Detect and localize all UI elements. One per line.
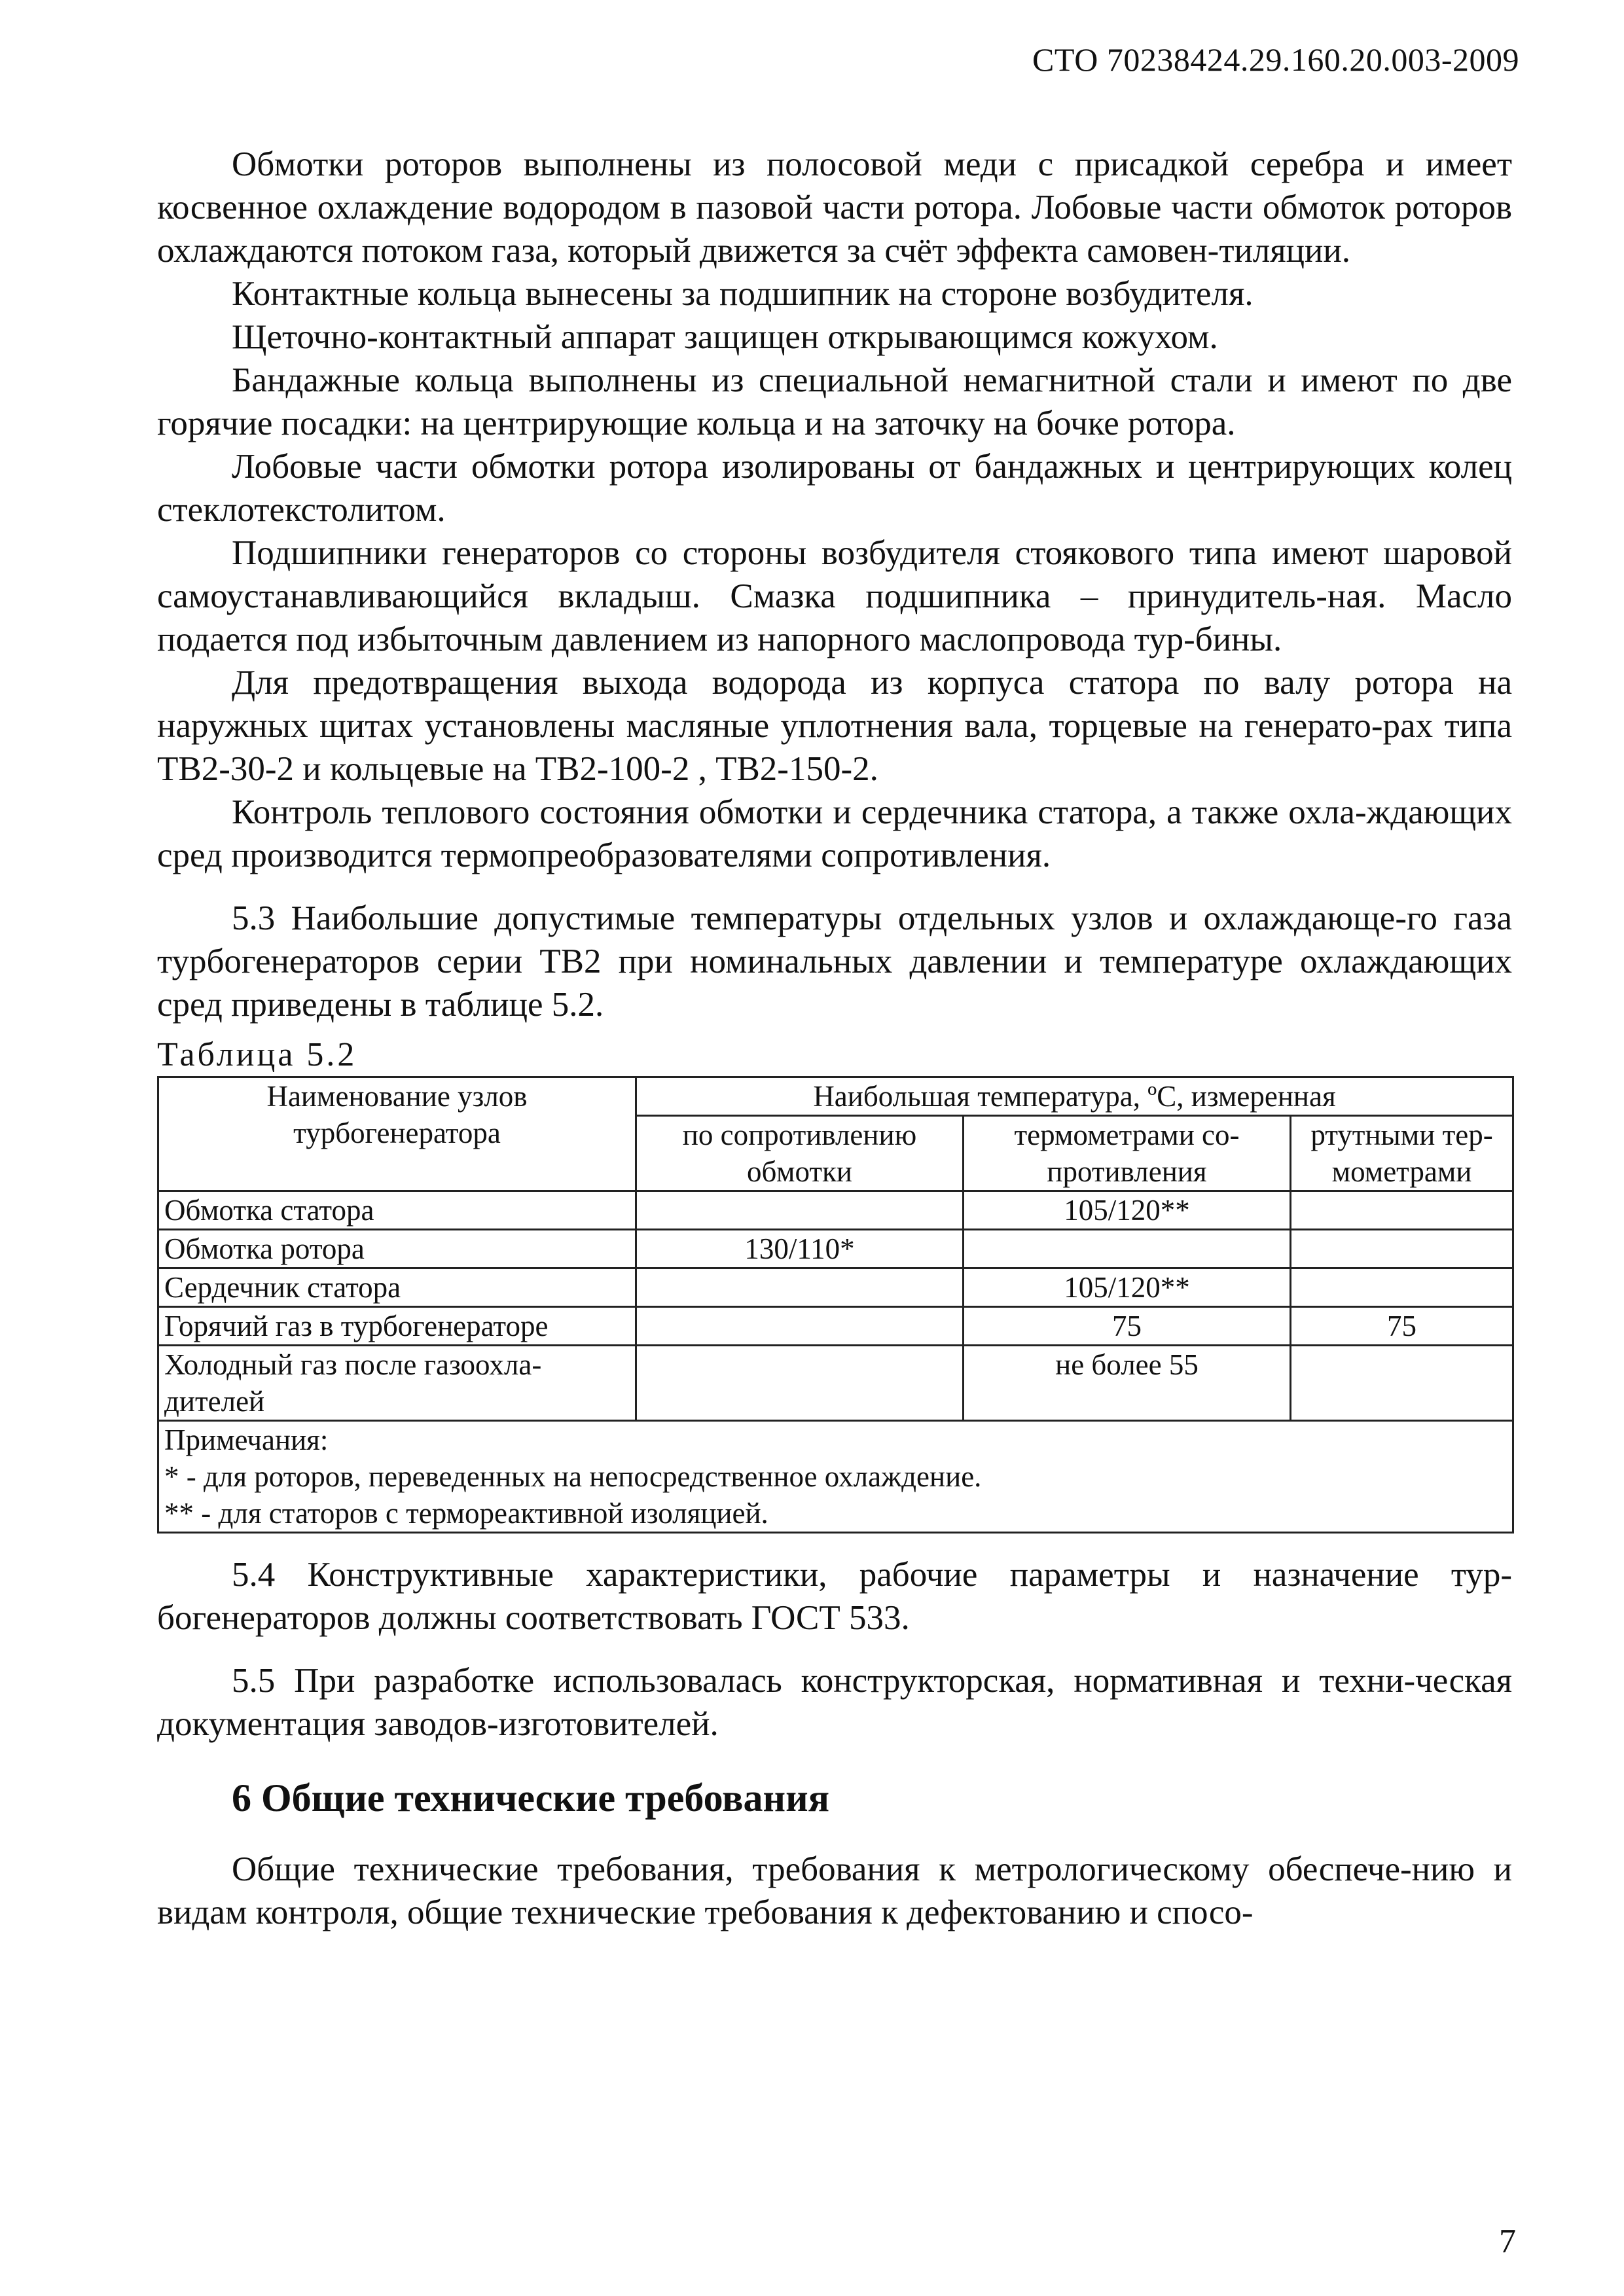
paragraph-5-5: 5.5 При разработке использовалась конструкторская, нормативная и техни-ческая документация заводов-изготовителей. (157, 1662, 1512, 1743)
paragraph-contact-rings: Контактные кольца вынесены за подшипник на стороне возбудителя. (232, 275, 1254, 313)
cell-winding-resistance (636, 1307, 964, 1346)
paragraph-bearings: Подшипники генераторов со стороны возбудителя стоякового типа имеют шаровой самоустанавливающийся вкладыш. Смазка подшипника – принудитель-ная. Масло подается под избыточным давлением из напорного маслопровода тур-бины. (157, 534, 1512, 658)
cell-mercury-thermometers (1291, 1268, 1513, 1307)
header-node-name: Наименование узлов турбогенератора (158, 1077, 636, 1191)
page-number: 7 (1499, 2223, 1516, 2260)
table-row (158, 1346, 1513, 1421)
temperature-table (157, 1076, 1514, 1534)
paragraph-hydrogen-seals: Для предотвращения выхода водорода из корпуса статора по валу ротора на наружных щитах установлены масляные уплотнения вала, торцевые на генерато-рах типа ТВ2-30-2 и кольцевые на ТВ2-100-2 , ТВ2-150-2. (157, 664, 1512, 788)
cell-resistance-thermometers: 105/120** (964, 1268, 1291, 1307)
row-name: Обмотка статора (158, 1191, 636, 1230)
cell-winding-resistance: 130/110* (636, 1230, 964, 1268)
note-rotors: * - для роторов, переведенных на непосредственное охлаждение. (164, 1460, 982, 1493)
paragraph-5-3: 5.3 Наибольшие допустимые температуры отдельных узлов и охлаждающе-го газа турбогенераторов серии ТВ2 при номинальных давлении и температуре охлаждающих сред приведены в таблице 5.2. (157, 899, 1512, 1024)
cell-mercury-thermometers: 75 (1291, 1307, 1513, 1346)
table-row (158, 1191, 1513, 1230)
paragraph-bandage-rings: Бандажные кольца выполнены из специальной немагнитной стали и имеют по две горячие посадки: на центрирующие кольца и на заточку на бочке ротора. (157, 361, 1512, 442)
table-notes (158, 1421, 1513, 1533)
subheader-mercury-thermometers: ртутными тер-мометрами (1291, 1116, 1513, 1191)
table-notes-row (158, 1421, 1513, 1533)
table-row (158, 1230, 1513, 1268)
document-code: СТО 70238424.29.160.20.003-2009 (1032, 41, 1519, 78)
notes-title: Примечания: (164, 1424, 329, 1456)
table-row (158, 1307, 1513, 1346)
subheader-winding-resistance: по сопротивлению обмотки (636, 1116, 964, 1191)
row-name: Обмотка ротора (158, 1230, 636, 1268)
page-content (157, 143, 1512, 1934)
table-row (158, 1268, 1513, 1307)
table-caption: Таблица 5.2 (157, 1036, 357, 1073)
cell-resistance-thermometers: не более 55 (964, 1346, 1291, 1421)
subheader-resistance-thermometers: термометрами со-противления (964, 1116, 1291, 1191)
row-name: Холодный газ после газоохла-дителей (158, 1346, 636, 1421)
cell-mercury-thermometers (1291, 1230, 1513, 1268)
paragraph-thermal-control: Контроль теплового состояния обмотки и сердечника статора, а также охла-ждающих сред производится термопреобразователями сопротивления. (157, 793, 1512, 874)
paragraph-5-4: 5.4 Конструктивные характеристики, рабочие параметры и назначение тур-богенераторов должны соответствовать ГОСТ 533. (157, 1556, 1512, 1637)
cell-mercury-thermometers (1291, 1191, 1513, 1230)
section-6-heading: 6 Общие технические требования (232, 1776, 830, 1820)
cell-mercury-thermometers (1291, 1346, 1513, 1421)
table-header-row (158, 1077, 1513, 1116)
paragraph-brush-apparatus: Щеточно-контактный аппарат защищен открывающимся кожухом. (232, 318, 1218, 356)
cell-winding-resistance (636, 1346, 964, 1421)
paragraph-rotor-windings: Обмотки роторов выполнены из полосовой меди с присадкой серебра и имеет косвенное охлаждение водородом в пазовой части ротора. Лобовые части обмоток роторов охлаждаются потоком газа, который движется за счёт эффекта самовен-тиляции. (157, 145, 1512, 270)
paragraph-frontal-parts: Лобовые части обмотки ротора изолированы от бандажных и центрирующих колец стеклотекстолитом. (157, 448, 1512, 529)
cell-winding-resistance (636, 1191, 964, 1230)
paragraph-section-6: Общие технические требования, требования к метрологическому обеспече-нию и видам контроля, общие технические требования к дефектованию и спосо- (157, 1850, 1512, 1931)
row-name: Сердечник статора (158, 1268, 636, 1307)
cell-winding-resistance (636, 1268, 964, 1307)
row-name: Горячий газ в турбогенераторе (158, 1307, 636, 1346)
cell-resistance-thermometers: 105/120** (964, 1191, 1291, 1230)
header-max-temperature: Наибольшая температура, ºС, измеренная (636, 1077, 1513, 1116)
cell-resistance-thermometers: 75 (964, 1307, 1291, 1346)
cell-resistance-thermometers (964, 1230, 1291, 1268)
note-stators: ** - для статоров с термореактивной изоляцией. (164, 1497, 768, 1530)
